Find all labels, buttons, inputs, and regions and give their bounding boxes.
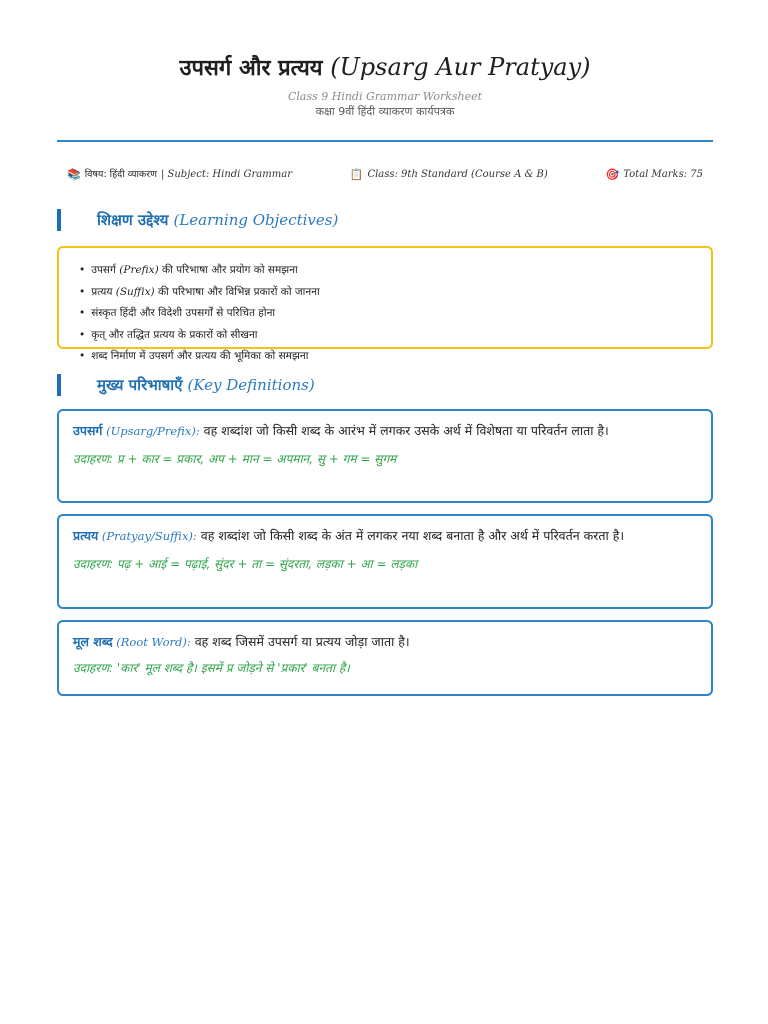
definition-card-prefix — [57, 409, 713, 503]
target-icon: 🎯 — [605, 168, 620, 181]
definitions-heading — [57, 373, 713, 397]
definition-body: वह शब्द जिसमें उपसर्ग या प्रत्यय जोड़ा जाता है। — [190, 634, 410, 649]
definition-text — [73, 526, 697, 546]
definition-term-english: (Upsarg/Prefix): — [102, 424, 200, 438]
definition-text — [73, 632, 697, 652]
definition-example: उदाहरण: पढ़ + आई = पढ़ाई, सुंदर + ता = सुंदरता, लड़का + आ = लड़का — [73, 557, 418, 571]
subtitle-hindi: कक्षा 9वीं हिंदी व्याकरण कार्यपत्रक — [315, 105, 455, 118]
definitions-heading-english: (Key Definitions) — [187, 376, 315, 394]
definition-text — [73, 421, 697, 441]
clipboard-icon: 📋 — [349, 168, 364, 181]
class-text: Class: 9th Standard (Course A & B) — [367, 169, 548, 180]
list-item: • कृत् और तद्धित प्रत्यय के प्रकारों को सीखना — [89, 325, 695, 347]
worksheet-page — [57, 0, 713, 696]
header-divider — [57, 140, 713, 142]
definition-term: प्रत्यय — [73, 528, 99, 543]
marks-info — [606, 168, 703, 182]
definition-term-english: (Pratyay/Suffix): — [98, 529, 197, 543]
meta-row — [57, 168, 713, 182]
definition-card-suffix — [57, 514, 713, 609]
books-icon: 📚 — [67, 168, 81, 181]
title-hindi: उपसर्ग और प्रत्यय — [179, 56, 323, 81]
definition-example: उदाहरण: प्र + कार = प्रकार, अप + मान = अपमान, सु + गम = सुगम — [73, 452, 397, 466]
subject-english: | Subject: Hindi Grammar — [160, 169, 292, 180]
title-english: (Upsarg Aur Pratyay) — [330, 53, 591, 81]
list-item: • शब्द निर्माण में उपसर्ग और प्रत्यय की भूमिका को समझना — [89, 346, 695, 368]
definition-term: उपसर्ग — [73, 423, 103, 438]
objectives-heading-hindi: शिक्षण उद्देश्य — [97, 211, 169, 229]
definition-card-root-word — [57, 620, 713, 696]
section-accent-bar — [57, 209, 61, 231]
marks-text: Total Marks: 75 — [623, 169, 703, 180]
class-info — [350, 168, 548, 182]
objectives-box — [57, 246, 713, 362]
objectives-list — [77, 260, 695, 368]
subject-info — [67, 168, 292, 182]
page-title — [57, 52, 713, 84]
definition-body: वह शब्दांश जो किसी शब्द के आरंभ में लगकर उसके अर्थ में विशेषता या परिवर्तन लाता है। — [199, 423, 609, 438]
section-accent-bar — [57, 374, 61, 396]
list-item: • उपसर्ग (Prefix) की परिभाषा और प्रयोग को समझना — [89, 260, 695, 282]
list-item: • संस्कृत हिंदी और विदेशी उपसर्गों से परिचित होना — [89, 303, 695, 325]
definition-term-english: (Root Word): — [112, 635, 191, 649]
definition-body: वह शब्दांश जो किसी शब्द के अंत में लगकर नया शब्द बनाता है और अर्थ में परिवर्तन करता है। — [196, 528, 625, 543]
definition-term: मूल शब्द — [73, 634, 113, 649]
subject-hindi: विषय: हिंदी व्याकरण — [84, 169, 157, 180]
objectives-heading — [57, 208, 713, 232]
objectives-heading-english: (Learning Objectives) — [173, 211, 339, 229]
subtitle-english: Class 9 Hindi Grammar Worksheet — [287, 90, 483, 103]
list-item: • प्रत्यय (Suffix) की परिभाषा और विभिन्न प्रकारों को जानना — [89, 282, 695, 304]
definitions-heading-hindi: मुख्य परिभाषाएँ — [97, 376, 183, 394]
definition-example: उदाहरण: 'कार' मूल शब्द है। इसमें प्र जोड़ने से 'प्रकार' बनता है। — [73, 661, 350, 675]
